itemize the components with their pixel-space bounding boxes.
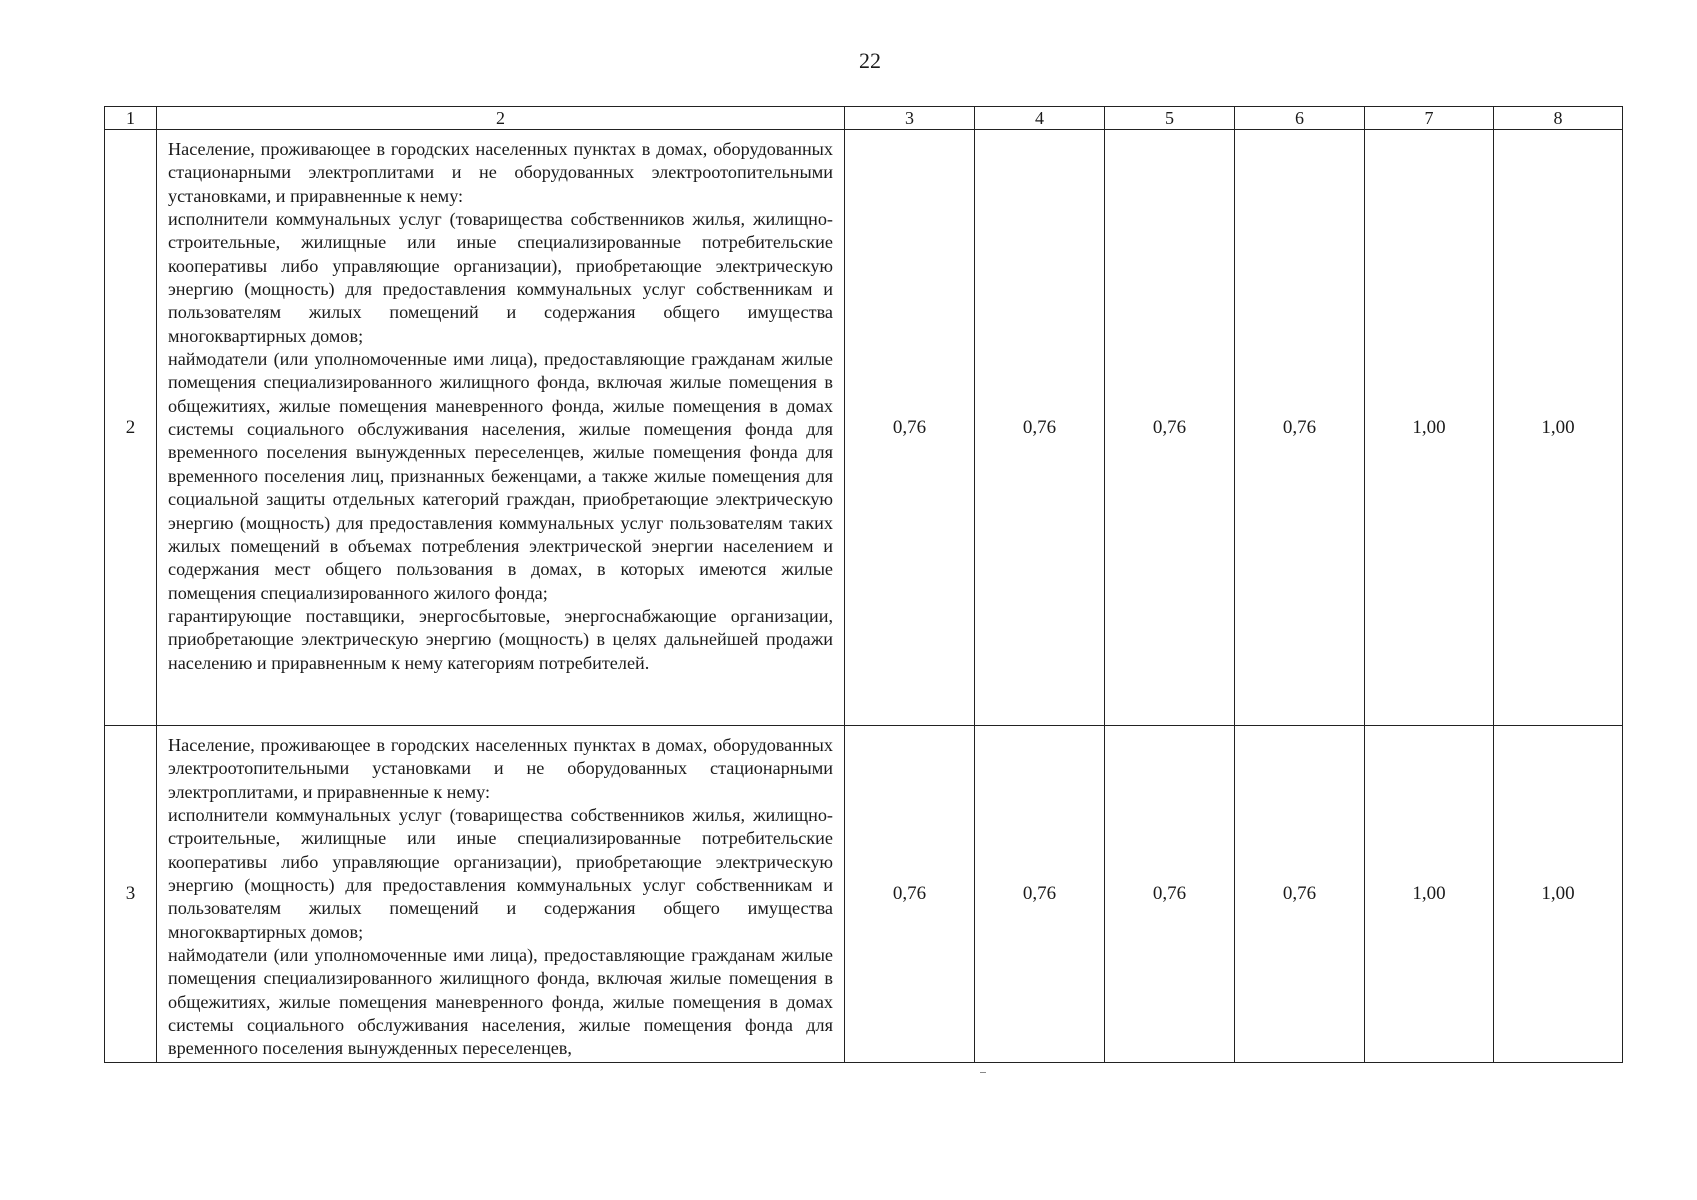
coefficient-value: 1,00 [1365, 130, 1494, 726]
tariff-table [104, 106, 1623, 1063]
row-number: 3 [105, 726, 157, 1063]
coefficient-value: 0,76 [1235, 726, 1365, 1063]
column-header: 5 [1105, 107, 1235, 130]
coefficient-value: 0,76 [845, 130, 975, 726]
coefficient-value: 0,76 [845, 726, 975, 1063]
column-header: 7 [1365, 107, 1494, 130]
table-row [105, 726, 1623, 1063]
description-paragraph: исполнители коммунальных услуг (товарищества собственников жилья, жилищно-строительные, жилищные или иные специализированные потребительские кооперативы либо управляющие организации), приобретающие электрическую энергию (мощность) для предоставления коммунальных услуг собственникам и пользователям жилых помещений и содержания общего имущества многоквартирных домов; [168, 805, 833, 942]
coefficient-value: 1,00 [1494, 130, 1623, 726]
table-header-row [105, 107, 1623, 130]
column-header: 6 [1235, 107, 1365, 130]
coefficient-value: 1,00 [1365, 726, 1494, 1063]
row-description [157, 130, 845, 726]
description-paragraph: наймодатели (или уполномоченные ими лица), предоставляющие гражданам жилые помещения специализированного жилищного фонда, включая жилые помещения в общежитиях, жилые помещения маневренного фонда, жилые помещения в домах системы социального обслуживания населения, жилые помещения фонда для временного поселения вынужденных переселенцев, [168, 945, 833, 1059]
row-description [157, 726, 845, 1063]
coefficient-value: 0,76 [1105, 726, 1235, 1063]
column-header: 1 [105, 107, 157, 130]
coefficient-value: 1,00 [1494, 726, 1623, 1063]
scan-speck [980, 1072, 986, 1073]
page-number: 22 [859, 48, 881, 73]
coefficient-value: 0,76 [975, 130, 1105, 726]
description-paragraph: исполнители коммунальных услуг (товарищества собственников жилья, жилищно-строительные, жилищные или иные специализированные потребительские кооперативы либо управляющие организации), приобретающие электрическую энергию (мощность) для предоставления коммунальных услуг собственникам и пользователям жилых помещений и содержания общего имущества многоквартирных домов; [168, 209, 833, 346]
coefficient-value: 0,76 [1235, 130, 1365, 726]
column-header: 3 [845, 107, 975, 130]
row-number: 2 [105, 130, 157, 726]
description-clip [168, 734, 833, 1060]
description-paragraph: Население, проживающее в городских населенных пунктах в домах, оборудованных электроотопительными установками и не оборудованных стационарными электроплитами, и приравненные к нему: [168, 735, 833, 802]
description-paragraph: Население, проживающее в городских населенных пунктах в домах, оборудованных стационарными электроплитами и не оборудованных электроотопительными установками, и приравненные к нему: [168, 139, 833, 206]
table-row [105, 130, 1623, 726]
column-header: 2 [157, 107, 845, 130]
description-paragraph: наймодатели (или уполномоченные ими лица), предоставляющие гражданам жилые помещения специализированного жилищного фонда, включая жилые помещения в общежитиях, жилые помещения маневренного фонда, жилые помещения в домах системы социального обслуживания населения, жилые помещения фонда для временного поселения вынужденных переселенцев, жилые помещения фонда для временного поселения лиц, признанных беженцами, а также жилые помещения для социальной защиты отдельных категорий граждан, приобретающие электрическую энергию (мощность) для предоставления коммунальных услуг пользователям таких жилых помещений в объемах потребления электрической энергии населением и содержания мест общего пользования в домах, в которых имеются жилые помещения специализированного жилого фонда; [168, 349, 833, 603]
column-header: 4 [975, 107, 1105, 130]
coefficient-value: 0,76 [1105, 130, 1235, 726]
coefficient-value: 0,76 [975, 726, 1105, 1063]
column-header: 8 [1494, 107, 1623, 130]
description-paragraph: гарантирующие поставщики, энергосбытовые, энергоснабжающие организации, приобретающие электрическую энергию (мощность) в целях дальнейшей продажи населению и приравненным к нему категориям потребителей. [168, 605, 833, 673]
